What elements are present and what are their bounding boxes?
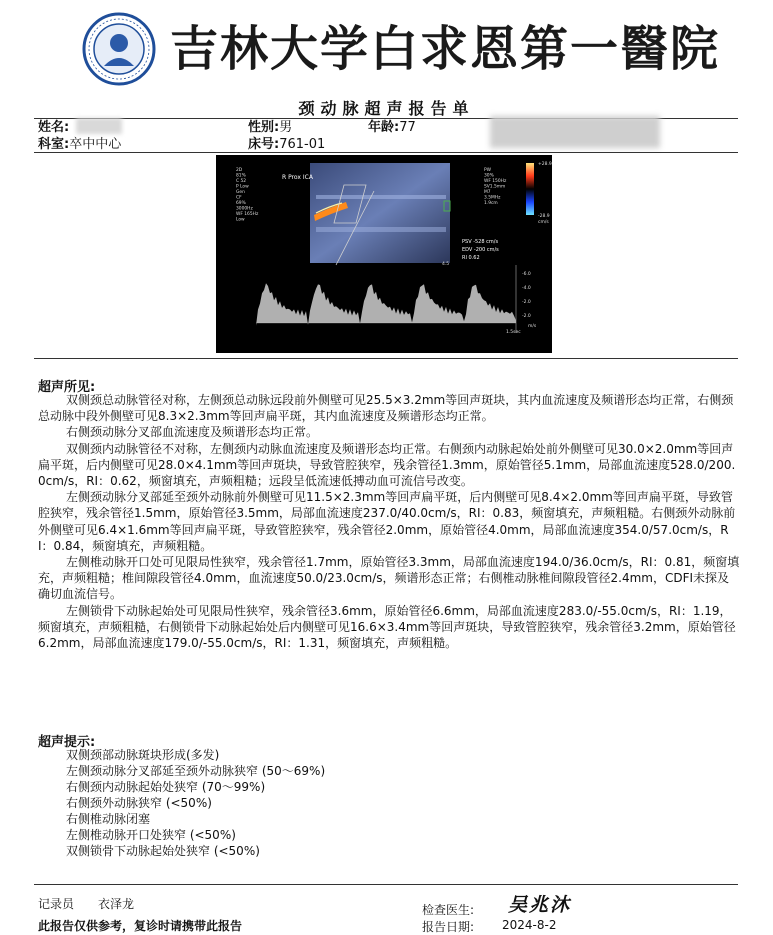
imaging-param: 81% <box>236 173 246 179</box>
ri-readout: RI 0.62 <box>462 255 480 261</box>
depth-mark: 4.5 <box>442 262 450 267</box>
doctor-label: 检查医生: <box>422 903 475 917</box>
psv-readout: PSV -528 cm/s <box>462 239 499 245</box>
velocity-tick: -6.0 <box>522 272 531 277</box>
impression-item: 右侧颈外动脉狭窄 (<50%) <box>66 796 212 810</box>
findings-text: 右侧颈动脉分叉部血流速度及频谱形态均正常。 <box>66 425 319 440</box>
report-date: 2024-8-2 <box>502 918 557 932</box>
spectral-doppler <box>256 283 516 326</box>
age-field: 年龄:77 <box>368 120 416 135</box>
dept-field: 科室:卒中中心 <box>38 137 122 152</box>
scale-unit: cm/s <box>538 220 549 225</box>
doppler-param: SV1.5mm <box>484 184 506 190</box>
findings-paragraph <box>38 424 740 440</box>
impression-item: 左侧颈动脉分叉部延至颈外动脉狭窄 (50～69%) <box>66 764 326 778</box>
findings-text: 左侧椎动脉开口处可见限局性狭窄，残余管径1.7mm，原始管径3.3mm，局部血流速度194.0/36.0cm/s，RI：0.81，频窗填充，声频粗糙；椎间隙段管径4.0mm，血流速度50.0/23.0cm/s，频谱形态正常；右侧椎动脉椎间隙段管径2.4mm，CDFI未探及确切血流信号。 <box>38 555 740 602</box>
imaging-param: 3000Hz <box>236 206 253 212</box>
imaging-param: 69% <box>236 201 246 206</box>
findings-body <box>38 392 740 651</box>
impression-item: 右侧颈内动脉起始处狭窄 (70～99%) <box>66 780 266 794</box>
scale-top: +28.9 <box>538 162 552 167</box>
color-scale-bar <box>526 163 534 215</box>
name-label: 姓名: <box>38 120 70 135</box>
hospital-name: 吉林大学白求恩第一醫院 <box>170 21 721 77</box>
footer-divider <box>34 884 738 885</box>
doppler-param: PW <box>484 168 491 173</box>
report-notice: 此报告仅供参考，复诊时请携带此报告 <box>38 919 243 933</box>
bed-value: 761-01 <box>279 137 326 152</box>
impression-item: 右侧椎动脉闭塞 <box>66 812 151 826</box>
findings-paragraph <box>38 554 740 603</box>
velocity-tick: -4.0 <box>522 286 531 291</box>
imaging-param: P Low <box>236 184 249 190</box>
findings-text: 双侧颈总动脉管径对称，左侧颈总动脉远段前外侧壁可见25.5×3.2mm等回声斑块，其内血流速度及频谱形态均正常，右侧颈总动脉中段外侧壁可见8.3×2.3mm等回声扁平斑，其内血流速度及频谱形态均正常。 <box>38 393 734 424</box>
imaging-param: Low <box>236 217 245 223</box>
sex-field: 性别:男 <box>248 120 293 135</box>
doppler-param: WF 150Hz <box>484 179 507 184</box>
edv-readout: EDV -200 cm/s <box>462 247 499 253</box>
findings-text: 左侧颈动脉分叉部延至颈外动脉前外侧壁可见11.5×2.3mm等回声扁平斑，后内侧壁可见8.4×2.0mm等回声扁平斑，导致管腔狭窄，残余管径1.5mm，原始管径3.5mm，局部血流速度237.0/40.0cm/s，RI：0.83，频窗填充，声频粗糙。右侧颈外动脉前外侧壁可见6.4×1.6mm等回声扁平斑，导致管腔狭窄，残余管径2.0mm，原始管径4.0mm，局部血流速度354.0/57.0cm/s，RI：0.84，频窗填充，声频粗糙。 <box>38 490 736 553</box>
findings-heading: 超声所见: <box>38 380 96 395</box>
report-title: 颈动脉超声报告单 <box>298 99 475 118</box>
imaging-param: C 52 <box>236 179 247 184</box>
scale-bottom: -28.9 <box>538 214 550 219</box>
time-mark: 1.5sec <box>506 330 521 335</box>
date-label: 报告日期: <box>422 920 475 934</box>
recorder-name: 衣泽龙 <box>98 897 135 911</box>
doppler-param: 1.9cm <box>484 201 498 206</box>
velocity-tick: -2.0 <box>522 314 531 319</box>
findings-paragraph <box>38 603 740 652</box>
axis-unit: m/s <box>528 324 537 329</box>
dept-value: 卒中中心 <box>69 137 122 152</box>
impression-item: 左侧椎动脉开口处狭窄 (<50%) <box>66 828 236 842</box>
imaging-param: 2D <box>236 168 243 173</box>
impression-item: 双侧锁骨下动脉起始处狭窄 (<50%) <box>66 844 260 858</box>
doppler-param: 3.5MHz <box>484 195 501 201</box>
age-value: 77 <box>399 120 416 135</box>
impression-item: 双侧颈部动脉斑块形成(多发) <box>66 748 220 762</box>
image-divider <box>34 358 738 359</box>
doppler-param: M7 <box>484 190 491 195</box>
sex-value: 男 <box>279 120 293 135</box>
imaging-param: WF 165Hz <box>236 212 259 217</box>
bed-field: 床号:761-01 <box>248 137 326 152</box>
velocity-tick: -2.0 <box>522 300 531 305</box>
doctor-signature: 吴兆沐 <box>508 894 572 916</box>
probe-label: R Prox ICA <box>282 174 313 181</box>
findings-paragraph <box>38 392 740 424</box>
findings-text: 左侧锁骨下动脉起始处可见限局性狭窄，残余管径3.6mm，原始管径6.6mm，局部血流速度283.0/-55.0cm/s，RI：1.19，频窗填充，声频粗糙，右侧锁骨下动脉起始处后内侧壁可见16.6×3.4mm等回声斑块，导致管腔狭窄，残余管径3.2mm，原始管径6.2mm，局部血流速度179.0/-55.0cm/s，RI：1.31，频窗填充，声频粗糙。 <box>38 603 736 651</box>
recorder-label: 记录员 <box>38 897 75 911</box>
redacted-info <box>490 116 660 148</box>
findings-paragraph <box>38 489 740 554</box>
ultrasound-image <box>216 155 552 353</box>
findings-text: 双侧颈内动脉管径不对称，左侧颈内动脉血流速度及频谱形态均正常。右侧颈内动脉起始处前外侧壁可见30.0×2.0mm等回声扁平斑，后内侧壁可见28.0×4.1mm等回声斑块，导致管腔狭窄，残余管径1.3mm，原始管径5.1mm，局部血流速度528.0/200.0cm/s，RI：0.62，频窗填充，声频粗糙；远段呈低流速低搏动血可流信号改变。 <box>38 441 736 489</box>
hospital-logo <box>82 12 156 86</box>
doppler-param: 30% <box>484 173 494 179</box>
imaging-param: Gen <box>236 190 245 195</box>
findings-paragraph <box>38 441 740 490</box>
info-divider <box>34 152 738 153</box>
impression-heading: 超声提示: <box>38 735 96 750</box>
redacted-name <box>76 118 122 134</box>
imaging-param: CF <box>236 195 242 201</box>
